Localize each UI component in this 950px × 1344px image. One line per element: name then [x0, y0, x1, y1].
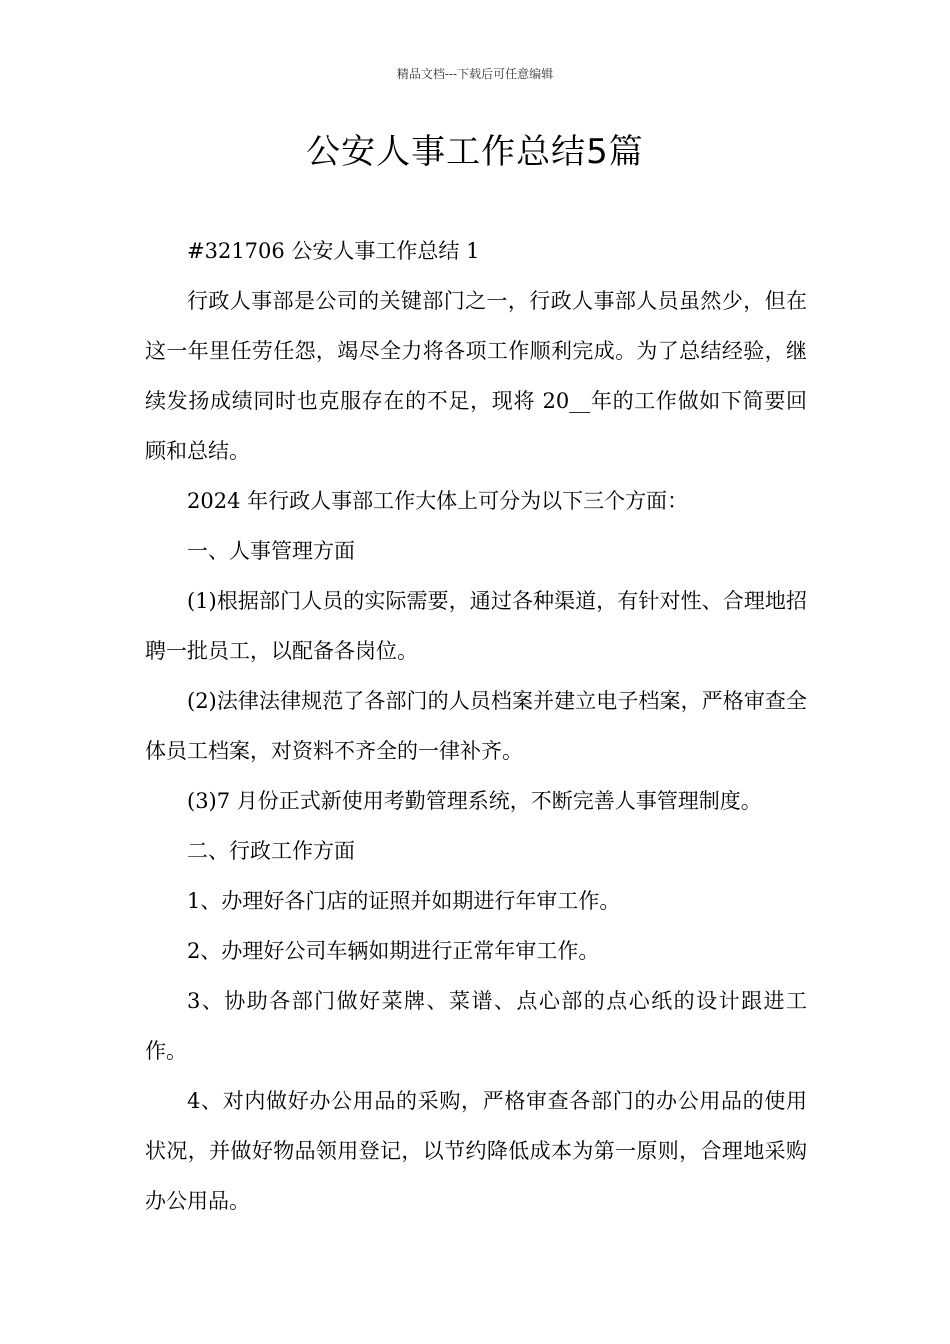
page-header-note: 精品文档---下载后可任意编辑 [396, 67, 554, 81]
personnel-item-2: (2)法律法律规范了各部门的人员档案并建立电子档案，严格审查全体员工档案，对资料不齐全的一律补齐。 [145, 689, 807, 763]
personnel-item-3: (3)7 月份正式新使用考勤管理系统，不断完善人事管理制度。 [187, 789, 762, 813]
personnel-item-1: (1)根据部门人员的实际需要，通过各种渠道，有针对性、合理地招聘一批员工，以配备各岗位。 [145, 589, 807, 663]
document-title: 公安人事工作总结5篇 [306, 132, 644, 172]
subheading-administration: 二、行政工作方面 [187, 839, 355, 863]
subheading-personnel: 一、人事管理方面 [187, 539, 355, 563]
section-heading-1: #321706 公安人事工作总结 1 [187, 239, 480, 263]
admin-item-2: 2、办理好公司车辆如期进行正常年审工作。 [187, 939, 600, 963]
admin-item-3: 3、协助各部门做好菜牌、菜谱、点心部的点心纸的设计跟进工作。 [145, 989, 807, 1063]
admin-item-1: 1、办理好各门店的证照并如期进行年审工作。 [187, 889, 621, 913]
document-body [145, 226, 807, 1226]
intro-paragraph: 行政人事部是公司的关键部门之一，行政人事部人员虽然少，但在这一年里任劳任怨，竭尽全力将各项工作顺利完成。为了总结经验，继续发扬成绩同时也克服存在的不足，现将 20__年的工作做如下简要回顾和总结。 [145, 289, 807, 463]
admin-item-4: 4、对内做好办公用品的采购，严格审查各部门的办公用品的使用状况，并做好物品领用登记，以节约降低成本为第一原则，合理地采购办公用品。 [145, 1089, 807, 1213]
overview-paragraph: 2024 年行政人事部工作大体上可分为以下三个方面： [187, 489, 689, 513]
